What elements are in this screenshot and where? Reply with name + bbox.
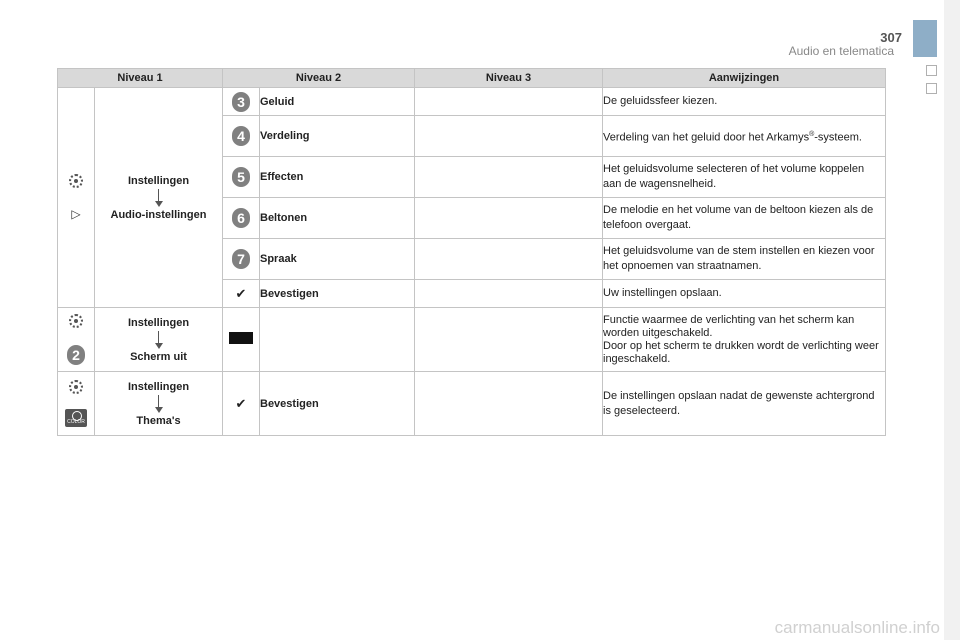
step-badge: 6 [232, 208, 250, 228]
description: Uw instellingen opslaan. [603, 280, 886, 308]
speaker-icon: ▷ [71, 207, 81, 221]
check-icon: ✔ [235, 285, 247, 301]
description: Het geluidsvolume van de stem instellen en kiezen voor het opnoemen van straatnamen. [603, 239, 886, 280]
menu-label: Effecten [260, 157, 415, 198]
step-badge: 7 [232, 249, 250, 269]
chapter-tab [913, 20, 937, 57]
step-badge: 3 [232, 92, 250, 112]
level1-label: Instellingen [127, 174, 190, 187]
description: De instellingen opslaan nadat de gewenste achtergrond is geselecteerd. [603, 372, 886, 436]
table-row [58, 308, 886, 372]
arrow-down-icon [154, 331, 164, 349]
check-icon: ✔ [235, 395, 247, 411]
nav-square-icon [926, 65, 937, 76]
watermark: carmanualsonline.info [774, 618, 940, 637]
level1-icons [58, 88, 95, 308]
level1-icons [58, 372, 95, 436]
col-header: Aanwijzingen [603, 69, 886, 88]
description: Functie waarmee de verlichting van het scherm kan worden uitgeschakeld. Door op het scherm te drukken wordt de verlichting weer ingeschakeld. [603, 308, 886, 372]
nav-square-icon [926, 83, 937, 94]
side-strip [944, 0, 960, 640]
level1-cell [95, 308, 223, 372]
menu-table [57, 68, 886, 436]
level1-cell [95, 88, 223, 308]
menu-label: Beltonen [260, 198, 415, 239]
table-row [58, 88, 886, 116]
description: Verdeling van het geluid door het Arkamys®-systeem. [603, 116, 886, 157]
level1-icons [58, 308, 95, 372]
step-badge: 2 [67, 345, 85, 365]
level1-sublabel: Thema's [136, 414, 181, 427]
color-theme-icon: COLOR [65, 409, 87, 427]
description: De geluidssfeer kiezen. [603, 88, 886, 116]
menu-label: Bevestigen [260, 372, 415, 436]
table-header [58, 69, 886, 88]
step-badge: 5 [232, 167, 250, 187]
level1-sublabel: Scherm uit [130, 350, 187, 363]
col-header: Niveau 2 [223, 69, 415, 88]
arrow-down-icon [154, 395, 164, 413]
level1-label: Instellingen [127, 316, 190, 329]
table-row [58, 372, 886, 436]
settings-gear-icon [69, 380, 83, 394]
col-header: Niveau 1 [58, 69, 223, 88]
level1-cell [95, 372, 223, 436]
description: Het geluidsvolume selecteren of het volume koppelen aan de wagensnelheid. [603, 157, 886, 198]
col-header: Niveau 3 [415, 69, 603, 88]
settings-gear-icon [69, 174, 83, 188]
menu-label: Geluid [260, 88, 415, 116]
menu-label: Spraak [260, 239, 415, 280]
step-badge: 4 [232, 126, 250, 146]
menu-label: Verdeling [260, 116, 415, 157]
section-title: Audio en telematica [788, 44, 894, 58]
level1-sublabel: Audio-instellingen [110, 208, 207, 221]
screen-off-icon [229, 332, 253, 344]
description: De melodie en het volume van de beltoon kiezen als de telefoon overgaat. [603, 198, 886, 239]
page-number: 307 [880, 30, 902, 45]
menu-label: Bevestigen [260, 280, 415, 308]
arrow-down-icon [154, 189, 164, 207]
settings-gear-icon [69, 314, 83, 328]
level1-label: Instellingen [127, 380, 190, 393]
